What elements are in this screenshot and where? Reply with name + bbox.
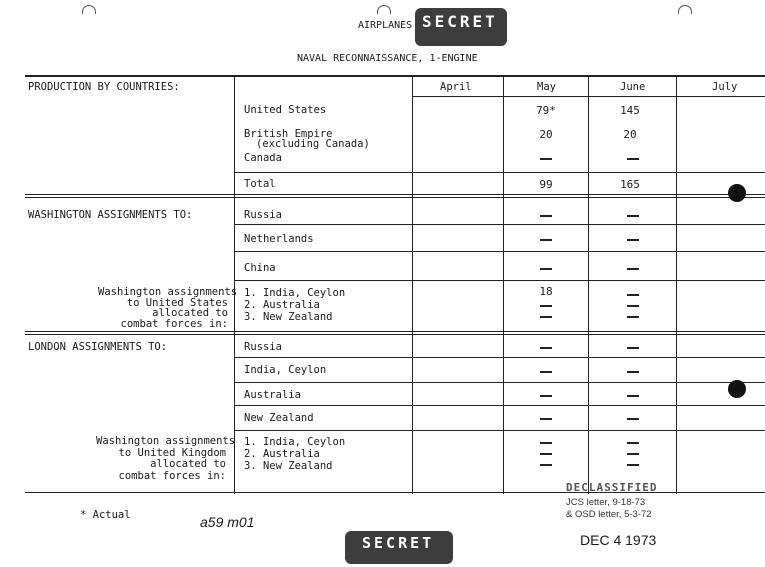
list-item: 3. New Zealand <box>244 311 333 323</box>
divider-july <box>676 76 677 494</box>
row-rule <box>234 224 765 225</box>
list-item: 2. Australia <box>244 448 320 460</box>
row-label-united-states: United States <box>244 104 327 116</box>
column-header-june: June <box>620 81 646 93</box>
cell-london-australia-june <box>627 395 639 397</box>
section-divider-1b <box>25 197 765 198</box>
declassified-jcs: JCS letter, 9-18-73 <box>566 497 646 508</box>
cell-us-may: 79* <box>536 104 556 117</box>
cell-london-australia-may <box>540 395 552 397</box>
section-heading-washington: WASHINGTON ASSIGNMENTS TO: <box>28 209 193 221</box>
row-label-total: Total <box>244 178 276 190</box>
london-sub-heading-line: allocated to <box>150 458 226 470</box>
cell-total-may: 99 <box>539 178 553 191</box>
row-label-canada: Canada <box>244 152 282 164</box>
cell-wash-sub-nz-may <box>540 316 552 318</box>
cell-wash-sub-india-may: 18 <box>539 285 553 298</box>
row-rule <box>234 405 765 406</box>
cell-london-india-may <box>540 371 552 373</box>
punch-hole-left <box>82 5 96 14</box>
cell-canada-may <box>540 158 552 160</box>
cell-wash-sub-australia-june <box>627 305 639 307</box>
binder-hole-dot <box>728 380 746 398</box>
list-item: 3. New Zealand <box>244 460 333 472</box>
section-heading-production: PRODUCTION BY COUNTRIES: <box>28 81 180 93</box>
cell-london-sub-nz-may <box>540 464 552 466</box>
declassified-osd: & OSD letter, 5-3-72 <box>566 509 652 520</box>
cell-wash-china-june <box>627 268 639 270</box>
cell-london-india-june <box>627 371 639 373</box>
row-rule <box>234 357 765 358</box>
london-sub-heading-line: Washington assignments <box>96 435 236 447</box>
cell-london-sub-india-june <box>627 442 639 444</box>
table-top-border <box>25 75 765 77</box>
cell-london-nz-may <box>540 418 552 420</box>
punch-hole-right <box>678 5 692 14</box>
cell-wash-sub-australia-may <box>540 305 552 307</box>
divider-april <box>412 76 413 494</box>
wash-sub-heading-line: to United States <box>126 296 228 309</box>
cell-london-sub-india-may <box>540 442 552 444</box>
row-label-wash-russia: Russia <box>244 209 282 221</box>
row-label-london-australia: Australia <box>244 389 301 401</box>
declassification-date: DEC 4 1973 <box>580 532 657 548</box>
section-divider-1a <box>25 194 765 195</box>
cell-wash-netherlands-may <box>540 239 552 241</box>
row-rule <box>234 382 765 383</box>
cell-total-june: 165 <box>620 178 640 191</box>
cell-wash-sub-nz-june <box>627 316 639 318</box>
cell-london-sub-australia-may <box>540 453 552 455</box>
wash-sub-heading-line: Washington assignments <box>98 286 238 298</box>
divider-june <box>588 76 589 494</box>
cell-london-sub-nz-june <box>627 464 639 466</box>
row-rule <box>234 430 765 431</box>
row-label-wash-china: China <box>244 262 276 274</box>
cell-london-russia-june <box>627 347 639 349</box>
cell-british-may: 20 <box>539 128 553 141</box>
row-label-wash-netherlands: Netherlands <box>244 233 314 245</box>
list-item: 1. India, Ceylon <box>244 287 346 299</box>
cell-london-nz-june <box>627 418 639 420</box>
wash-sub-heading <box>98 286 238 330</box>
cell-london-russia-may <box>540 347 552 349</box>
row-label-british-empire-note: (excluding Canada) <box>256 138 370 150</box>
cell-wash-netherlands-june <box>627 239 639 241</box>
row-rule <box>234 280 765 281</box>
cell-british-june: 20 <box>623 128 637 141</box>
section-divider-2b <box>25 334 765 335</box>
secret-stamp-top-text: SECRET <box>422 12 498 31</box>
handwritten-note: a59 m01 <box>200 514 255 530</box>
row-label-british-empire: British Empire <box>244 128 333 140</box>
london-sub-heading <box>96 435 236 482</box>
footnote-actual: * Actual <box>80 509 131 521</box>
cell-london-sub-australia-june <box>627 453 639 455</box>
cell-us-june: 145 <box>620 104 640 117</box>
cell-wash-sub-india-june <box>627 294 639 296</box>
divider-label-column <box>234 76 235 494</box>
london-sub-heading-line: to United Kingdom <box>118 446 226 459</box>
row-rule <box>234 251 765 252</box>
cell-canada-june <box>627 158 639 160</box>
binder-hole-dot <box>728 184 746 202</box>
list-item: 1. India, Ceylon <box>244 436 346 448</box>
row-label-london-india: India, Ceylon <box>244 364 327 376</box>
cell-wash-china-may <box>540 268 552 270</box>
cell-wash-russia-june <box>627 215 639 217</box>
column-header-july: July <box>712 81 738 93</box>
wash-sub-items <box>244 287 345 323</box>
row-label-london-russia: Russia <box>244 341 282 353</box>
london-sub-heading-line: combat forces in: <box>118 469 226 482</box>
secret-stamp-bottom-text: SECRET <box>362 534 435 552</box>
punch-hole-center <box>377 5 391 14</box>
section-heading-london: LONDON ASSIGNMENTS TO: <box>28 341 168 353</box>
declassified-stamp: DECLASSIFIED <box>566 481 658 494</box>
row-label-london-new-zealand: New Zealand <box>244 412 314 424</box>
total-row-top-rule <box>234 172 765 173</box>
london-sub-items <box>244 436 345 472</box>
cell-wash-russia-may <box>540 215 552 217</box>
page-subtitle: NAVAL RECONNAISSANCE, 1-ENGINE <box>297 53 478 64</box>
divider-may <box>503 76 504 494</box>
page-title: AIRPLANES <box>358 20 413 31</box>
section-divider-2a <box>25 331 765 332</box>
column-header-may: May <box>537 81 556 93</box>
wash-sub-heading-line: allocated to <box>152 307 228 319</box>
column-header-april: April <box>440 81 472 93</box>
wash-sub-heading-line: combat forces in: <box>120 317 228 330</box>
list-item: 2. Australia <box>244 299 320 311</box>
